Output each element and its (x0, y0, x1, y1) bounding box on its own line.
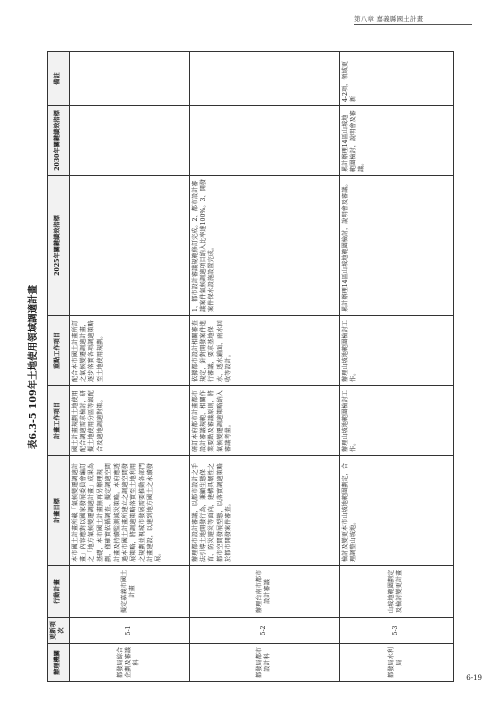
cell-agency: 都發局都市設計科 (189, 644, 339, 682)
col-header-key: 重點工作項目 (48, 316, 70, 386)
table-row (339, 52, 453, 682)
cell-plan: 辦理台南市都市設計審議 (189, 566, 339, 618)
cell-key: 辦理山坡地範圍檢討工作。 (339, 316, 453, 386)
col-header-item: 更新項次 (48, 618, 70, 644)
cell-item: 5-2 (189, 618, 339, 644)
cell-kpi2025: 累計辦理14區山坡地範圍檢討，說明會及審議。 (339, 176, 453, 316)
cell-key: 依據都市設計相關審查規定，針對開發案件進行審議，要求基地保水、透水鋪面、雨水回收等設計。 (189, 316, 339, 386)
cell-work: 國土計畫規劃土地使用配合調適需求檢討，研擬土地使用分區等級配合及適地調適對策。 (69, 386, 189, 456)
cell-work: 辦理山坡地範圍檢討工作。 (339, 386, 453, 456)
table-row (189, 52, 339, 682)
cell-plan: 山坡地範圍劃定及檢討變更計畫 (339, 566, 453, 618)
cell-goal: 辦理都市設計審議，以都市設計之手法引導土地開發行為，兼顧生態保育、防災避災等面向，建構具韌性之都市空間發展型態，以落實調適策略於都市開發案件審查。 (189, 456, 339, 566)
page-number: 6-19 (466, 674, 482, 682)
cell-agency: 都發局水利局 (339, 644, 453, 682)
col-header-plan: 行動計畫 (48, 566, 70, 618)
cell-kpi2025: 1、都市設計審議規範修訂完成。2、都市設計審議案件氣候調適項目納入比率達100%。3、開發案件保水設施設置完成。 (189, 176, 339, 316)
cell-plan: 擬定嘉義市國土計畫 (69, 566, 189, 618)
col-header-agency: 辦理機關 (48, 644, 70, 682)
cell-kpi2030 (189, 106, 339, 176)
cell-kpi2025 (69, 176, 189, 316)
col-header-goal: 計畫目標 (48, 456, 70, 566)
cell-goal: 本市國土計畫所載「氣候變遷調適計畫」內容應對以國家發展委員會編訂之「地方氣候變遷調適計畫」成果為基礎，本市國土計畫無再另辦理規劃，僅確實依循調查、擬定調適空間計畫及持續監測減災策略。本府應透過本市國土計畫所建立之調適空間發展策略，將調適策略落實至土地利用之規劃並視城市發展需要推動各部門計畫建設，以達到地方國土之永續發展。 (69, 456, 189, 566)
table-title: 表6.3-5 109年土地使用領域調適計畫 (28, 284, 39, 450)
cell-work: 研訂本府都市計畫都市設計審議規範、相關作業要點及審議原則，將氣候變遷調適策略納入審議考量。 (189, 386, 339, 456)
col-header-kpi2030: 2030年關鍵績效指標 (48, 106, 70, 176)
cell-item: 5-1 (69, 618, 189, 644)
adaptation-plan-table (47, 51, 454, 682)
header-rule (354, 24, 472, 25)
cell-key: 配合本市國土計畫所訂之氣候變遷調適計畫，逐步落實各項調適策略至土地使用規劃。 (69, 316, 189, 386)
table-row (69, 52, 189, 682)
cell-note (69, 52, 189, 106)
col-header-kpi2025: 2025年關鍵績效指標 (48, 176, 70, 316)
col-header-note: 備註 (48, 52, 70, 106)
running-header: 第八章 嘉義縣國土計畫 (354, 15, 424, 23)
cell-note: 4-2項，領域更新 (339, 52, 453, 106)
rotated-table-frame (28, 52, 454, 682)
col-header-work: 計畫工作項目 (48, 386, 70, 456)
cell-note (189, 52, 339, 106)
header-row (48, 52, 70, 682)
cell-kpi2030: 累計辦理14區山坡地範圍檢討，說明會及審議。 (339, 106, 453, 176)
cell-kpi2030 (69, 106, 189, 176)
cell-item: 5-3 (339, 618, 453, 644)
cell-goal: 檢討及變更本市山坡地範圍劃定，合理調整山坡地。 (339, 456, 453, 566)
cell-agency: 都發局綜合企劃及審議科 (69, 644, 189, 682)
